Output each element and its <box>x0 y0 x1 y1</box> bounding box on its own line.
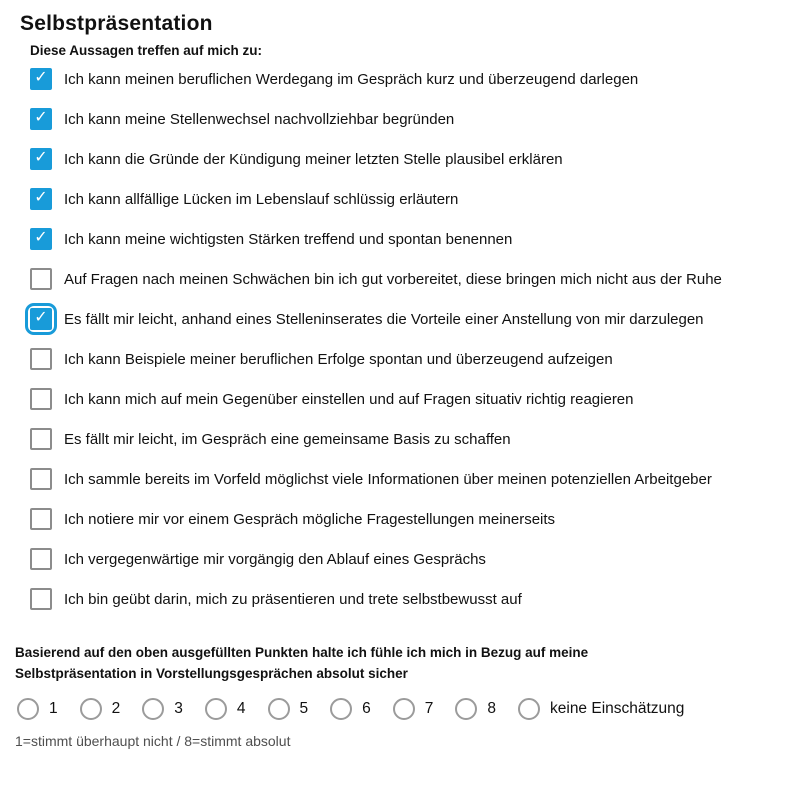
checkbox-label[interactable]: Ich kann allfällige Lücken im Lebenslauf schlüssig erläutern <box>64 191 459 208</box>
radio-button[interactable] <box>17 698 39 720</box>
checkbox-focus-ring <box>25 103 57 135</box>
checklist-item <box>30 548 769 572</box>
checkbox-focus-ring <box>25 63 57 95</box>
checkbox-focus-ring <box>25 583 57 615</box>
checklist-item <box>30 268 769 292</box>
radio-option-4[interactable] <box>205 698 246 720</box>
radio-button[interactable] <box>142 698 164 720</box>
checkbox-label[interactable]: Ich kann meinen beruflichen Werdegang im Gespräch kurz und überzeugend darlegen <box>64 71 639 88</box>
radio-label[interactable]: 7 <box>424 700 434 717</box>
radio-button[interactable] <box>80 698 102 720</box>
radio-option-1[interactable] <box>17 698 58 720</box>
checkbox-focus-ring <box>25 463 57 495</box>
radio-button[interactable] <box>518 698 540 720</box>
radio-label[interactable]: 1 <box>49 700 58 717</box>
checkbox[interactable] <box>30 308 52 330</box>
checkbox-label[interactable]: Es fällt mir leicht, anhand eines Stelleninserates die Vorteile einer Anstellung von mir darzulegen <box>64 311 704 328</box>
checkbox-label[interactable]: Ich sammle bereits im Vorfeld möglichst viele Informationen über meinen potenziellen Arbeitgeber <box>64 471 712 488</box>
checkbox[interactable] <box>30 468 52 490</box>
checkbox-focus-ring <box>25 423 57 455</box>
checkbox-focus-ring <box>25 183 57 215</box>
checkbox-focus-ring <box>25 303 57 335</box>
checkbox-focus-ring <box>25 543 57 575</box>
radio-option-3[interactable] <box>142 698 183 720</box>
radio-button[interactable] <box>455 698 477 720</box>
checklist-item <box>30 388 769 412</box>
radio-button[interactable] <box>393 698 415 720</box>
checklist-item <box>30 428 769 452</box>
checkmark-icon: ✓ <box>34 69 48 86</box>
checkbox[interactable] <box>30 108 52 130</box>
checklist-item <box>30 108 769 132</box>
scale-question: Basierend auf den oben ausgefüllten Punkten halte ich fühle ich mich in Bezug auf meine Selbstpräsentation in Vorstellungsgesprächen absolut sicher <box>15 645 589 681</box>
radio-option-no-rating[interactable] <box>518 698 684 720</box>
checkmark-icon: ✓ <box>34 189 48 206</box>
scale-legend: 1=stimmt überhaupt nicht / 8=stimmt absolut <box>15 733 291 749</box>
checkbox-label[interactable]: Ich kann mich auf mein Gegenüber einstellen und auf Fragen situativ richtig reagieren <box>64 391 634 408</box>
radio-button[interactable] <box>268 698 290 720</box>
checklist-item <box>30 468 769 492</box>
checkbox-focus-ring <box>25 503 57 535</box>
checkbox-label[interactable]: Ich bin geübt darin, mich zu präsentieren und trete selbstbewusst auf <box>64 591 522 608</box>
checkbox-label[interactable]: Ich kann Beispiele meiner beruflichen Erfolge spontan und überzeugend aufzeigen <box>64 351 613 368</box>
checkmark-icon: ✓ <box>34 309 48 326</box>
checklist-item <box>30 508 769 532</box>
checkbox[interactable] <box>30 348 52 370</box>
checkbox-label[interactable]: Ich kann meine Stellenwechsel nachvollziehbar begründen <box>64 111 455 128</box>
radio-label[interactable]: 8 <box>487 700 496 717</box>
radio-label[interactable]: 3 <box>174 700 183 717</box>
checklist <box>30 68 769 612</box>
checklist-item <box>30 68 769 92</box>
checklist-item <box>30 148 769 172</box>
checklist-item <box>30 588 769 612</box>
checkbox-label[interactable]: Ich notiere mir vor einem Gespräch mögliche Fragestellungen meinerseits <box>64 511 556 528</box>
radio-option-2[interactable] <box>80 698 121 720</box>
checkbox[interactable] <box>30 268 52 290</box>
checkbox-label[interactable]: Ich kann meine wichtigsten Stärken treffend und spontan benennen <box>64 231 513 248</box>
checklist-item <box>30 188 769 212</box>
radio-option-8[interactable] <box>455 698 496 720</box>
radio-option-6[interactable] <box>330 698 371 720</box>
checkbox[interactable] <box>30 588 52 610</box>
checkbox[interactable] <box>30 188 52 210</box>
radio-label[interactable]: keine Einschätzung <box>550 700 685 717</box>
rating-scale <box>17 698 769 720</box>
page-title: Selbstpräsentation <box>20 12 213 35</box>
checkmark-icon: ✓ <box>34 109 48 126</box>
checkbox[interactable] <box>30 428 52 450</box>
checkbox[interactable] <box>30 508 52 530</box>
checkbox-label[interactable]: Ich vergegenwärtige mir vorgängig den Ablauf eines Gesprächs <box>64 551 486 568</box>
checkbox[interactable] <box>30 68 52 90</box>
checkbox[interactable] <box>30 148 52 170</box>
radio-option-7[interactable] <box>393 698 434 720</box>
checkbox-label[interactable]: Es fällt mir leicht, im Gespräch eine gemeinsame Basis zu schaffen <box>64 431 511 448</box>
checkbox[interactable] <box>30 388 52 410</box>
checkbox-focus-ring <box>25 143 57 175</box>
checklist-item <box>30 228 769 252</box>
radio-label[interactable]: 2 <box>111 700 121 717</box>
radio-label[interactable]: 6 <box>362 700 371 717</box>
radio-option-5[interactable] <box>268 698 309 720</box>
radio-button[interactable] <box>205 698 227 720</box>
checklist-instruction: Diese Aussagen treffen auf mich zu: <box>30 43 263 58</box>
checkbox-focus-ring <box>25 383 57 415</box>
radio-label[interactable]: 5 <box>299 700 309 717</box>
checkbox-label[interactable]: Ich kann die Gründe der Kündigung meiner letzten Stelle plausibel erklären <box>64 151 563 168</box>
checkbox[interactable] <box>30 548 52 570</box>
checkbox-focus-ring <box>25 263 57 295</box>
checklist-item <box>30 308 769 332</box>
checklist-item <box>30 348 769 372</box>
checkmark-icon: ✓ <box>34 149 48 166</box>
checkbox-focus-ring <box>25 343 57 375</box>
radio-label[interactable]: 4 <box>236 700 246 717</box>
checkbox[interactable] <box>30 228 52 250</box>
checkbox-label[interactable]: Auf Fragen nach meinen Schwächen bin ich gut vorbereitet, diese bringen mich nicht aus der Ruhe <box>64 271 722 288</box>
radio-button[interactable] <box>330 698 352 720</box>
checkmark-icon: ✓ <box>34 229 48 246</box>
checkbox-focus-ring <box>25 223 57 255</box>
